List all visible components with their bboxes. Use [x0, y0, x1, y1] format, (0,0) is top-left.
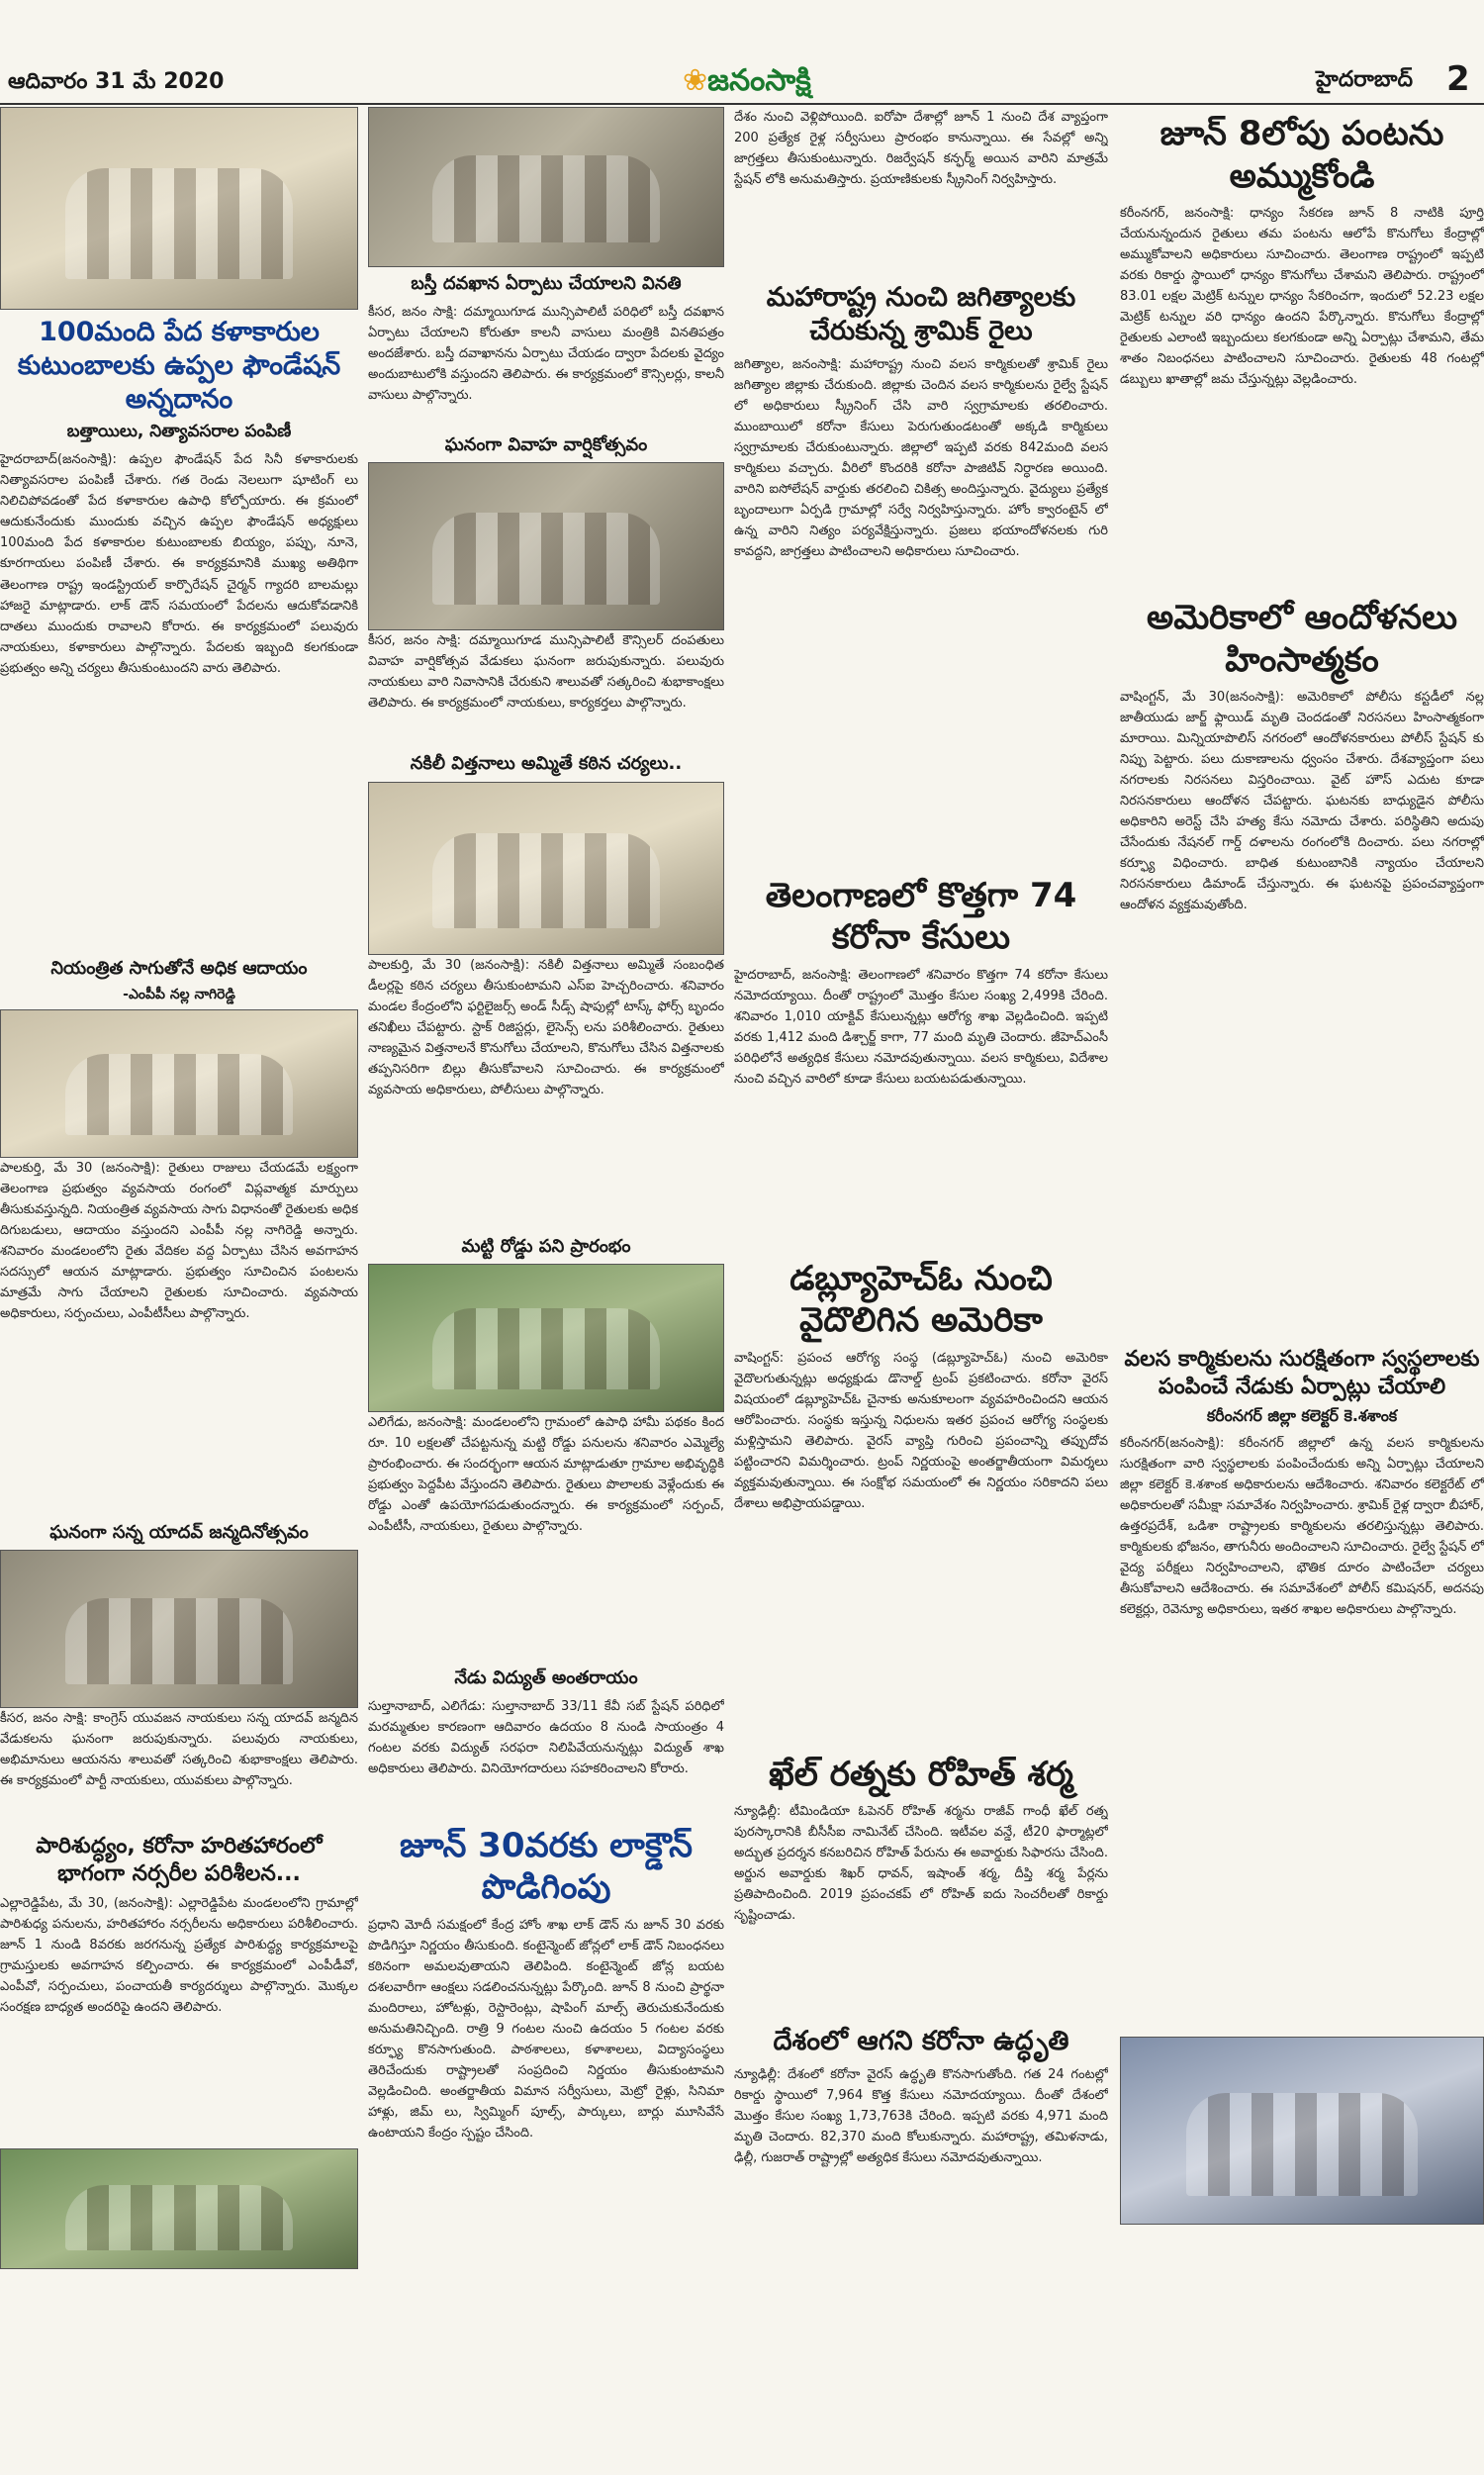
headline-basti-dawakhana: బస్తీ దవఖాన ఏర్పాటు చేయాలని వినతి — [411, 273, 682, 294]
article-photo-anniversary — [368, 462, 724, 630]
headline-us-who-exit: డబ్ల్యూహెచ్ఓ నుంచి వైదొలిగిన అమెరికా — [789, 1258, 1053, 1340]
article-body-sell-crop: కరీంనగర్, జనంసాక్షి: ధాన్యం సేకరణ జూన్ 8 నాటికి పూర్తి చేయనున్నందున రైతులు తమ పంటను ఆలోపే కొనుగోలు కేంద్రాల్లో అమ్ముకోవాలని అధికారులు సూచించారు. తెలంగాణ రాష్ట్రంలో ఇప్పటి వరకు రికార్డు స్థాయిలో ధాన్యం కొనుగోలు చేశామని తెలిపారు. రాష్ట్రంలో 83.01 లక్షల మెట్రిక్ టన్నుల ధాన్యం సేకరించగా, ఇందులో 52.23 లక్షల మెట్రిక్ టన్నుల వరి ధాన్యం ఉందని పేర్కొన్నారు. కొనుగోలు కేంద్రాల్లో రైతులకు ఎలాంటి ఇబ్బందులు కలగకుండా అన్ని ఏర్పాట్లు చేశామని, తేమ శాతం నిబంధనలు పాటించాలని సూచించారు. రైతులకు 48 గంటల్లో డబ్బులు ఖాతాల్లో జమ చేస్తున్నట్లు వెల్లడించారు. — [1120, 206, 1484, 388]
newspaper-logo — [683, 63, 811, 105]
masthead — [0, 59, 1484, 105]
headline-sell-crop: జూన్ 8లోపు పంటను అమ్ముకోండి — [1159, 114, 1444, 196]
article-body-birthday: కీసర, జనం సాక్షి: కాంగ్రెస్ యువజన నాయకులు సన్న యాదవ్ జన్మదిన వేడుకలను ఘనంగా జరుపుకున్నారు. పలువురు నాయకులు, అభిమానులు ఆయనను శాలువతో సత్కరించి శుభాకాంక్షలు తెలిపారు. ఈ కార్యక్రమంలో పార్టీ నాయకులు, యువకులు పాల్గొన్నారు. — [0, 1711, 358, 1789]
edition-city: హైదరాబాద్ — [1316, 67, 1413, 92]
headline-uppala-foundation: 100మంది పేద కళాకారుల కుటుంబాలకు ఉప్పల ఫౌండేషన్ అన్నదానం — [17, 317, 341, 415]
article-body-power-cut: సుల్తానాబాద్, ఎలిగేడు: సుల్తానాబాద్ 33/11 కేవీ సబ్ స్టేషన్ పరిధిలో మరమ్మతుల కారణంగా ఆదివారం ఉదయం 8 నుండి సాయంత్రం 4 గంటల వరకు విద్యుత్ సరఫరా నిలిపివేయనున్నట్లు విద్యుత్ శాఖ అధికారులు తెలిపారు. వినియోగదారులు సహకరించాలని కోరారు. — [368, 1698, 724, 1776]
column-1 — [0, 107, 358, 2475]
article-photo-seed-inspection — [368, 782, 724, 955]
article-body-us-protests: వాషింగ్టన్, మే 30(జనంసాక్షి): అమెరికాలో పోలీసు కస్టడీలో నల్ల జాతీయుడు జార్జ్ ఫ్లాయిడ్ మృతి చెందడంతో నిరసనలు హింసాత్మకంగా మారాయి. మిన్నియాపొలిస్ నగరంలో ఆందోళనకారులు పోలీస్ స్టేషన్ కు నిప్పు పెట్టారు. పలు దుకాణాలను ధ్వంసం చేశారు. దేశవ్యాప్తంగా పలు నగరాలకు నిరసనలు విస్తరించాయి. వైట్ హౌస్ ఎదుట కూడా నిరసనకారులు ఆందోళన చేపట్టారు. ఘటనకు బాధ్యుడైన పోలీసు అధికారిని అరెస్ట్ చేసి హత్య కేసు నమోదు చేశారు. పరిస్థితిని అదుపు చేసేందుకు నేషనల్ గార్డ్ దళాలను రంగంలోకి దించారు. పలు నగరాల్లో కర్ఫ్యూ విధించారు. బాధిత కుటుంబానికి న్యాయం చేయాలని నిరసనకారులు డిమాండ్ చేస్తున్నారు. ఈ ఘటనపై ప్రపంచవ్యాప్తంగా ఆందోళన వ్యక్తమవుతోంది. — [1120, 690, 1484, 913]
article-body-fake-seeds: పాలకుర్తి, మే 30 (జనంసాక్షి): నకిలీ విత్తనాలు అమ్మితే సంబంధిత డీలర్లపై కఠిన చర్యలు తీసుకుంటామని ఎస్ఐ హెచ్చరించారు. శనివారం మండల కేంద్రంలోని ఫర్టిలైజర్స్ అండ్ సీడ్స్ షాపుల్లో టాస్క్ ఫోర్స్ బృందం తనిఖీలు చేపట్టారు. స్టాక్ రిజిస్టర్లు, లైసెన్స్ లను పరిశీలించారు. రైతులు నాణ్యమైన విత్తనాలనే కొనుగోలు చేయాలని, కొనుగోలు చేసిన విత్తనాలకు తప్పనిసరిగా బిల్లు తీసుకోవాలని సూచించారు. ఈ కార్యక్రమంలో వ్యవసాయ అధికారులు, పోలీసులు పాల్గొన్నారు. — [368, 957, 724, 1097]
article-photo-collector-meeting — [1120, 2037, 1484, 2225]
column-3 — [734, 107, 1108, 2475]
headline-anniversary: ఘనంగా వివాహ వార్షికోత్సవం — [444, 433, 648, 455]
article-photo-nursery — [0, 2148, 358, 2269]
article-body-lockdown-extension: ప్రధాని మోదీ సమక్షంలో కేంద్ర హోం శాఖ లాక్ డౌన్ ను జూన్ 30 వరకు పొడిగిస్తూ నిర్ణయం తీసుకుంది. కంటైన్మెంట్ జోన్లలో లాక్ డౌన్ నిబంధనలు కఠినంగా అమలవుతాయని తెలిపింది. కంటైన్మెంట్ జోన్ల బయట దశలవారీగా ఆంక్షలు సడలించనున్నట్లు పేర్కొంది. జూన్ 8 నుంచి ప్రార్థనా మందిరాలు, హోటళ్లు, రెస్టారెంట్లు, షాపింగ్ మాల్స్ తెరుచుకునేందుకు అనుమతినిచ్చింది. రాత్రి 9 గంటల నుంచి ఉదయం 5 గంటల వరకు కర్ఫ్యూ కొనసాగుతుంది. పాఠశాలలు, కళాశాలలు, విద్యాసంస్థలు తెరిచేందుకు రాష్ట్రాలతో సంప్రదించి నిర్ణయం తీసుకుంటామని వెల్లడించింది. అంతర్జాతీయ విమాన సర్వీసులు, మెట్రో రైళ్లు, సినిమా హాళ్లు, జిమ్ లు, స్విమ్మింగ్ పూల్స్, పార్కులు, బార్లు మూసివేసే ఉంటాయని కేంద్రం స్పష్టం చేసింది. — [368, 1917, 724, 2141]
subheadline-uppala: బత్తాయిలు, నిత్యావసరాల పంపిణీ — [66, 422, 292, 442]
article-photo-distribution — [0, 107, 358, 310]
headline-lockdown-extension: జూన్ 30వరకు లాక్డౌన్ పొడిగింపు — [400, 1825, 693, 1907]
headline-fake-seeds: నకిలీ విత్తనాలు అమ్మితే కఠిన చర్యలు.. — [410, 753, 683, 774]
headline-india-covid-surge: దేశంలో ఆగని కరోనా ఉద్ధృతి — [773, 2026, 1069, 2056]
article-photo-meeting — [0, 1009, 358, 1158]
article-body-shramik-train: జగిత్యాల, జనంసాక్షి: మహారాష్ట్ర నుంచి వలస కార్మికులతో శ్రామిక్ రైలు జగిత్యాల జిల్లాకు చేరుకుంది. జిల్లాకు చెందిన వలస కార్మికులను రైల్వే స్టేషన్ లో అధికారులు స్క్రీనింగ్ చేసి వారి స్వగ్రామాలకు తరలించారు. ముంబాయిలో కరోనా కేసులు పెరుగుతుండటంతో అక్కడి కార్మికులు స్వగ్రామాలకు చేరుకుంటున్నారు. జిల్లాలో ఇప్పటి వరకు 842మంది వలస కార్మికులు వచ్చారు. వీరిలో కొందరికి కరోనా పాజిటివ్ నిర్ధారణ అయింది. వారిని ఐసోలేషన్ వార్డుకు తరలించి చికిత్స అందిస్తున్నారు. వైద్యులు ప్రత్యేక బృందాలుగా ఏర్పడి గ్రామాల్లో సర్వే నిర్వహిస్తున్నారు. హోం క్వారంటైన్ లో ఉన్న వారిని నిత్యం పర్యవేక్షిస్తున్నారు. ప్రజలు భయాందోళనలకు గురి కావద్దని, జాగ్రత్తలు పాటించాలని అధికారులు సూచించారు. — [734, 356, 1108, 559]
headline-khel-ratna: ఖేల్ రత్నకు రోహిత్ శర్మ — [769, 1754, 1073, 1794]
article-photo-petition — [368, 107, 724, 267]
article-body-regulated-farming: పాలకుర్తి, మే 30 (జనంసాక్షి): రైతులు రాజులు చేయడమే లక్ష్యంగా తెలంగాణ ప్రభుత్వం వ్యవసాయ రంగంలో విప్లవాత్మక మార్పులు తీసుకువస్తున్నది. నియంత్రిత వ్యవసాయ సాగు విధానంతో రైతులకు అధిక దిగుబడులు, ఆదాయం వస్తుందని ఎంపీపీ నల్ల నాగిరెడ్డి అన్నారు. శనివారం మండలంలోని రైతు వేదికల వద్ద ఏర్పాటు చేసిన అవగాహన సదస్సులో ఆయన మాట్లాడారు. ప్రభుత్వం సూచించిన పంటలను మాత్రమే సాగు చేయాలని రైతులకు సూచించారు. వ్యవసాయ అధికారులు, సర్పంచులు, ఎంపీటీసీలు పాల్గొన్నారు. — [0, 1160, 358, 1322]
headline-sanitation: పారిశుద్ధ్యం, కరోనా హరితహారంలో భాగంగా నర్సరీల పరిశీలన... — [36, 1834, 323, 1886]
headline-migrant-workers: వలస కార్మికులను సురక్షితంగా స్వస్థలాలకు పంపించే నేడుకు ఏర్పాట్లు చేయాలి — [1124, 1347, 1480, 1399]
article-body-migrant-workers: కరీంనగర్(జనంసాక్షి): కరీంనగర్ జిల్లాలో ఉన్న వలస కార్మికులను సురక్షితంగా వారి స్వస్థలాలకు పంపించేందుకు అన్ని ఏర్పాట్లు చేయాలని జిల్లా కలెక్టర్ కె.శశాంక అధికారులను ఆదేశించారు. శనివారం కలెక్టరేట్ లో అధికారులతో సమీక్షా సమావేశం నిర్వహించారు. శ్రామిక్ రైళ్ల ద్వారా బీహార్, ఉత్తరప్రదేశ్, ఒడిశా రాష్ట్రాలకు కార్మికులను తరలిస్తున్నట్లు తెలిపారు. కార్మికులకు భోజనం, తాగునీరు అందించాలని సూచించారు. రైల్వే స్టేషన్ లో వైద్య పరీక్షలు నిర్వహించాలని, భౌతిక దూరం పాటించేలా చర్యలు తీసుకోవాలని ఆదేశించారు. ఈ సమావేశంలో పోలీస్ కమిషనర్, అదనపు కలెక్టర్లు, రెవెన్యూ అధికారులు, ఇతర శాఖల అధికారులు పాల్గొన్నారు. — [1120, 1436, 1484, 1618]
logo-text: జనంసాక్షి — [707, 63, 811, 98]
article-photo-birthday — [0, 1550, 358, 1708]
headline-mud-road: మట్టి రోడ్డు పని ప్రారంభం — [461, 1235, 631, 1257]
headline-shramik-train: మహారాష్ట్ర నుంచి జగిత్యాలకు చేరుకున్న శ్రామిక్ రైలు — [766, 282, 1076, 346]
issue-date: ఆదివారం 31 మే 2020 — [8, 69, 225, 94]
article-body-trains-continued: దేశం నుంచి వెళ్లిపోయింది. ఐరోపా దేశాల్లో జూన్ 1 నుంచి దేశ వ్యాప్తంగా 200 ప్రత్యేక రైళ్ల సర్వీసులు ప్రారంభం కానున్నాయి. ఈ సేవల్లో అన్ని జాగ్రత్తలు తీసుకుంటున్నారు. రిజర్వేషన్ కన్ఫర్మ్ అయిన వారిని మాత్రమే స్టేషన్ లోకి అనుమతిస్తారు. ప్రయాణికులకు స్క్రీనింగ్ నిర్వహిస్తారు. — [734, 110, 1108, 188]
article-body-sanitation: ఎల్లారెడ్డిపేట, మే 30, (జనంసాక్షి): ఎల్లారెడ్డిపేట మండలంలోని గ్రామాల్లో పారిశుధ్య పనులను, హరితహారం నర్సరీలను అధికారులు పరిశీలించారు. జూన్ 1 నుండి 8వరకు జరగనున్న ప్రత్యేక పారిశుద్ధ్య కార్యక్రమాలపై గ్రామస్తులకు అవగాహన కల్పించారు. ఈ కార్యక్రమంలో ఎంపీడీవో, ఎంపీవో, సర్పంచులు, పంచాయతీ కార్యదర్శులు పాల్గొన్నారు. మొక్కల సంరక్షణ బాధ్యత అందరిపై ఉందని తెలిపారు. — [0, 1896, 358, 2016]
headline-regulated-farming: నియంత్రిత సాగుతోనే అధిక ఆదాయం — [50, 958, 308, 980]
byline-collector: కరీంనగర్ జిల్లా కలెక్టర్ కె.శశాంక — [1206, 1406, 1398, 1425]
byline-mpp: -ఎంపీపీ నల్ల నాగిరెడ్డి — [123, 986, 235, 1002]
headline-power-cut: నేడు విద్యుత్ అంతరాయం — [454, 1667, 638, 1688]
article-body-khel-ratna: న్యూఢిల్లీ: టీమిండియా ఓపెనర్ రోహిత్ శర్మను రాజీవ్ గాంధీ ఖేల్ రత్న పురస్కారానికి బీసీసీఐ నామినేట్ చేసింది. ఇటీవల వన్డే, టీ20 ఫార్మాట్లలో అద్భుత ప్రదర్శన కనబరిచిన రోహిత్ పేరును ఈ అవార్డుకు సిఫారసు చేసింది. అర్జున అవార్డుకు శిఖర్ ధావన్, ఇషాంత్ శర్మ, దీప్తి శర్మ పేర్లను ప్రతిపాదించింది. 2019 ప్రపంచకప్ లో రోహిత్ ఐదు సెంచరీలతో రికార్డు సృష్టించాడు. — [734, 1804, 1108, 1924]
column-4 — [1120, 107, 1484, 2475]
article-body-basti-dawakhana: కీసర, జనం సాక్షి: దమ్మాయిగూడ మున్సిపాలిటీ పరిధిలో బస్తీ దవఖాన ఏర్పాటు చేయాలని కోరుతూ కాలనీ వాసులు మంత్రికి వినతిపత్రం అందజేశారు. బస్తీ దవాఖానను ఏర్పాటు చేయడం ద్వారా పేదలకు వైద్యం అందుబాటులోకి వస్తుందని తెలిపారు. ఈ కార్యక్రమంలో కౌన్సిలర్లు, కాలనీ వాసులు పాల్గొన్నారు. — [368, 304, 724, 403]
page-number: 2 — [1446, 59, 1470, 99]
article-photo-mud-road — [368, 1264, 724, 1412]
article-body-india-covid-surge: న్యూఢిల్లీ: దేశంలో కరోనా వైరస్ ఉద్ధృతి కొనసాగుతోంది. గత 24 గంటల్లో రికార్డు స్థాయిలో 7,964 కొత్త కేసులు నమోదయ్యాయి. దీంతో దేశంలో మొత్తం కేసుల సంఖ్య 1,73,763కి చేరింది. ఇప్పటి వరకు 4,971 మంది మృతి చెందారు. 82,370 మంది కోలుకున్నారు. మహారాష్ట్ర, తమిళనాడు, ఢిల్లీ, గుజరాత్ రాష్ట్రాల్లో అత్యధిక కేసులు నమోదవుతున్నాయి. — [734, 2066, 1108, 2165]
article-body-anniversary: కీసర, జనం సాక్షి: దమ్మాయిగూడ మున్సిపాలిటీ కౌన్సిలర్ దంపతులు వివాహ వార్షికోత్సవ వేడుకలు ఘనంగా జరుపుకున్నారు. పలువురు నాయకులు వారి నివాసానికి చేరుకుని శాలువతో సత్కరించి శుభాకాంక్షలు తెలిపారు. ఈ కార్యక్రమంలో నాయకులు, కార్యకర్తలు పాల్గొన్నారు. — [368, 633, 724, 712]
logo-mark-icon: ❀ — [683, 63, 708, 98]
headline-telangana-cases: తెలంగాణలో కొత్తగా 74 కరోనా కేసులు — [765, 875, 1077, 957]
article-body-telangana-cases: హైదరాబాద్, జనంసాక్షి: తెలంగాణలో శనివారం కొత్తగా 74 కరోనా కేసులు నమోదయ్యాయి. దీంతో రాష్ట్రంలో మొత్తం కేసుల సంఖ్య 2,499కి చేరింది. శనివారం 1,010 యాక్టివ్ కేసులున్నట్లు ఆరోగ్య శాఖ వెల్లడించింది. ఇప్పటి వరకు 1,412 మంది డిశ్చార్జ్ కాగా, 77 మంది మృతి చెందారు. జీహెచ్ఎంసీ పరిధిలోనే అత్యధిక కేసులు నమోదవుతున్నాయి. వలస కార్మికులు, విదేశాల నుంచి వచ్చిన వారిలో కూడా కేసులు బయటపడుతున్నాయి. — [734, 967, 1108, 1087]
headline-birthday: ఘనంగా సన్న యాదవ్ జన్మదినోత్సవం — [49, 1521, 309, 1543]
article-body-us-who-exit: వాషింగ్టన్: ప్రపంచ ఆరోగ్య సంస్థ (డబ్ల్యూహెచ్ఓ) నుంచి అమెరికా వైదొలగుతున్నట్లు అధ్యక్షుడు డొనాల్డ్ ట్రంప్ ప్రకటించారు. కరోనా వైరస్ విషయంలో డబ్ల్యూహెచ్ఓ చైనాకు అనుకూలంగా వ్యవహరించిందని ఆయన ఆరోపించారు. సంస్థకు ఇస్తున్న నిధులను ఇతర ప్రపంచ ఆరోగ్య సంస్థలకు మళ్లిస్తామని తెలిపారు. వైరస్ వ్యాప్తి గురించి ప్రపంచాన్ని తప్పుదోవ పట్టించారని విమర్శించారు. ట్రంప్ నిర్ణయంపై అంతర్జాతీయంగా విమర్శలు వ్యక్తమవుతున్నాయి. ఈ సంక్షోభ సమయంలో ఈ నిర్ణయం సరికాదని పలు దేశాలు అభిప్రాయపడ్డాయి. — [734, 1350, 1108, 1511]
headline-us-protests: అమెరికాలో ఆందోళనలు హింసాత్మకం — [1147, 598, 1457, 680]
article-body-uppala: హైదరాబాద్(జనంసాక్షి): ఉప్పల ఫౌండేషన్ పేద సినీ కళాకారులకు నిత్యావసరాల పంపిణీ చేశారు. గత రెండు నెలలుగా షూటింగ్ లు నిలిచిపోవడంతో పేద కళాకారుల ఉపాధి కోల్పోయారు. ఈ క్రమంలో ఆదుకునేందుకు ముందుకు వచ్చిన ఉప్పల ఫౌండేషన్ అధ్యక్షులు 100మంది పేద కళాకారుల కుటుంబాలకు బియ్యం, పప్పు, నూనె, కూరగాయలు పంపిణీ చేశారు. ఈ కార్యక్రమానికి ముఖ్య అతిథిగా తెలంగాణ రాష్ట్ర ఇండస్ట్రియల్ కార్పొరేషన్ చైర్మన్ గ్యాదరి బాలమల్లు హాజరై మాట్లాడారు. లాక్ డౌన్ సమయంలో పేదలను ఆదుకోవడానికి దాతలు ముందుకు రావాలని కోరారు. ఈ కార్యక్రమంలో పలువురు నాయకులు, కళాకారులు పాల్గొన్నారు. పేదలకు ఇబ్బంది కలగకుండా ప్రభుత్వం అన్ని చర్యలు తీసుకుంటుందని వారు తెలిపారు. — [0, 452, 358, 676]
article-body-mud-road: ఎలిగేడు, జనంసాక్షి: మండలంలోని గ్రామంలో ఉపాధి హామీ పథకం కింద రూ. 10 లక్షలతో చేపట్టనున్న మట్టి రోడ్డు పనులను శనివారం ఎమ్మెల్యే ప్రారంభించారు. ఈ సందర్భంగా ఆయన మాట్లాడుతూ గ్రామాల అభివృద్ధికి ప్రభుత్వం పెద్దపీట వేస్తుందని తెలిపారు. రైతులు పొలాలకు వెళ్లేందుకు ఈ రోడ్డు ఎంతో ఉపయోగపడుతుందన్నారు. ఈ కార్యక్రమంలో సర్పంచ్, ఎంపీటీసీ, నాయకులు, రైతులు పాల్గొన్నారు. — [368, 1415, 724, 1535]
column-2 — [368, 107, 724, 2475]
